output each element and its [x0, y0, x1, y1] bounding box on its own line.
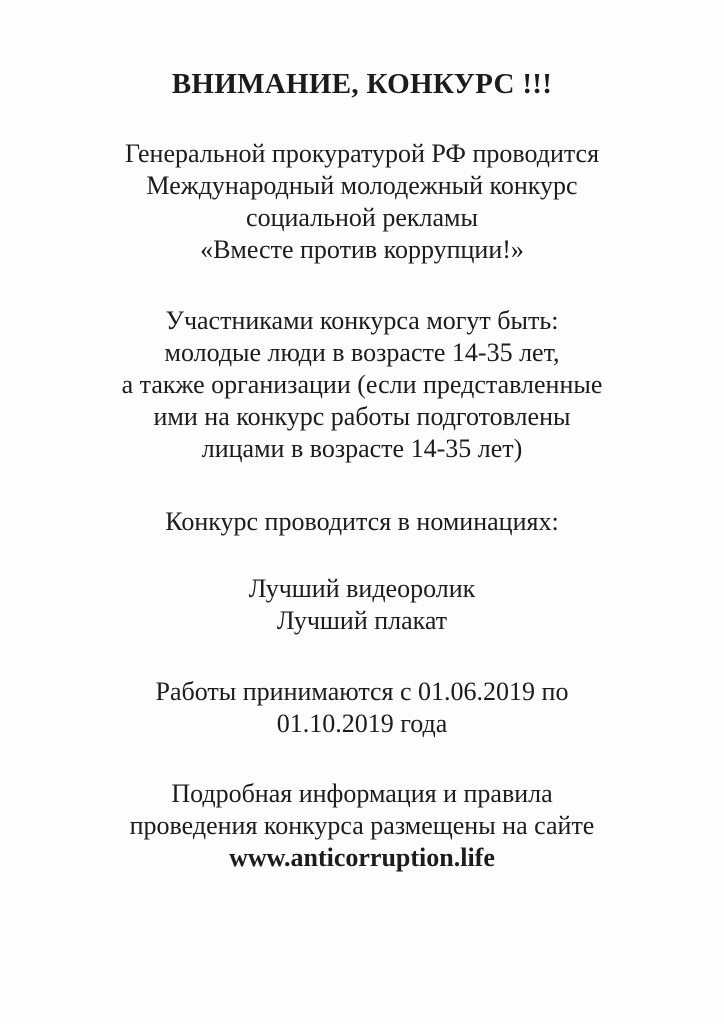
- participants-line: ими на конкурс работы подготовлены: [153, 402, 571, 431]
- info-line: проведения конкурса размещены на сайте: [129, 811, 595, 840]
- dates-line: Работы принимаются с 01.06.2019 по: [155, 677, 569, 706]
- participants-line: лицами в возрасте 14-35 лет): [201, 434, 523, 463]
- intro-line: Международный молодежный конкурс: [146, 171, 578, 200]
- page-title: ВНИМАНИЕ, КОНКУРС !!!: [171, 68, 553, 100]
- nomination-item: Лучший видеоролик: [248, 574, 476, 603]
- nominations-heading-text: Конкурс проводится в номинациях:: [165, 507, 559, 536]
- nominations-list: [0, 573, 724, 637]
- participants-paragraph: [0, 305, 724, 465]
- contest-name: «Вместе против коррупции!»: [200, 235, 524, 264]
- intro-paragraph: [0, 138, 724, 266]
- intro-line: социальной рекламы: [246, 203, 478, 232]
- intro-line: Генеральной прокуратурой РФ проводится: [124, 139, 600, 168]
- dates-paragraph: [0, 676, 724, 740]
- participants-line: а также организации (если представленные: [121, 370, 603, 399]
- info-paragraph: [0, 778, 724, 874]
- participants-line: молодые люди в возрасте 14-35 лет,: [164, 338, 560, 367]
- nominations-heading: [0, 506, 724, 538]
- nomination-item: Лучший плакат: [276, 606, 448, 635]
- dates-line: 01.10.2019 года: [276, 709, 448, 738]
- participants-line: Участниками конкурса могут быть:: [165, 306, 559, 335]
- website-link[interactable]: www.anticorruption.life: [229, 843, 495, 872]
- info-line: Подробная информация и правила: [171, 779, 553, 808]
